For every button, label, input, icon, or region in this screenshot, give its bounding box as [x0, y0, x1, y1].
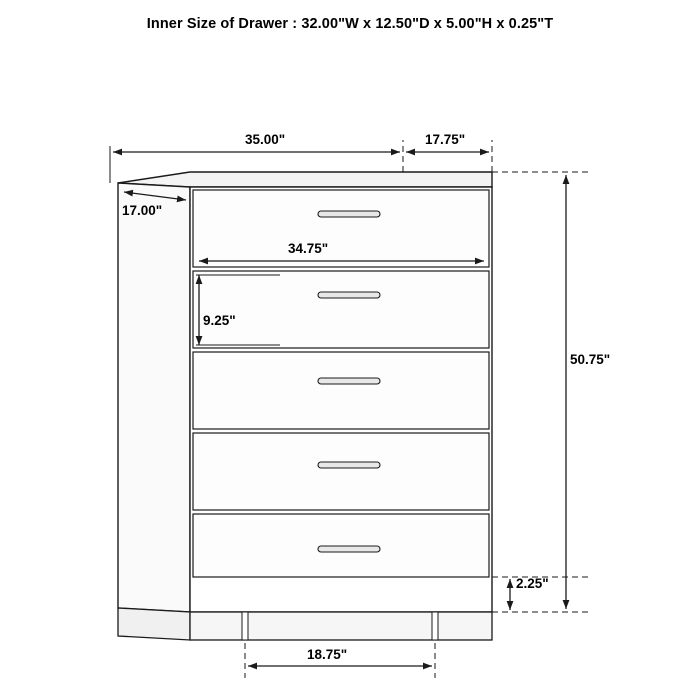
dim-foot-span-label: 18.75" [307, 647, 348, 662]
dim-drawer-height-label: 9.25" [203, 313, 236, 328]
drawer-handle-3 [318, 378, 380, 384]
drawer-handle-1 [318, 211, 380, 217]
drawer-handle-2 [318, 292, 380, 298]
cabinet-top [118, 172, 492, 187]
drawer-4 [193, 433, 489, 510]
drawer-handle-4 [318, 462, 380, 468]
base-left [118, 608, 190, 640]
base-front [190, 612, 492, 640]
dim-total-height-label: 50.75" [570, 352, 611, 367]
dim-base-height-label: 2.25" [516, 576, 549, 591]
drawer-handle-5 [318, 546, 380, 552]
drawer-2 [193, 271, 489, 348]
cabinet-left-side [118, 183, 190, 612]
dim-top-depth-label: 17.75" [425, 132, 466, 147]
dim-side-depth-label: 17.00" [122, 203, 163, 218]
foot-left [242, 612, 248, 640]
page-title: Inner Size of Drawer : 32.00"W x 12.50"D x 5.00"H x 0.25"T [146, 16, 554, 32]
drawer-1 [193, 190, 489, 267]
drawer-3 [193, 352, 489, 429]
dim-drawer-width-label: 34.75" [288, 241, 329, 256]
foot-right [432, 612, 438, 640]
dim-top-width-label: 35.00" [245, 132, 286, 147]
